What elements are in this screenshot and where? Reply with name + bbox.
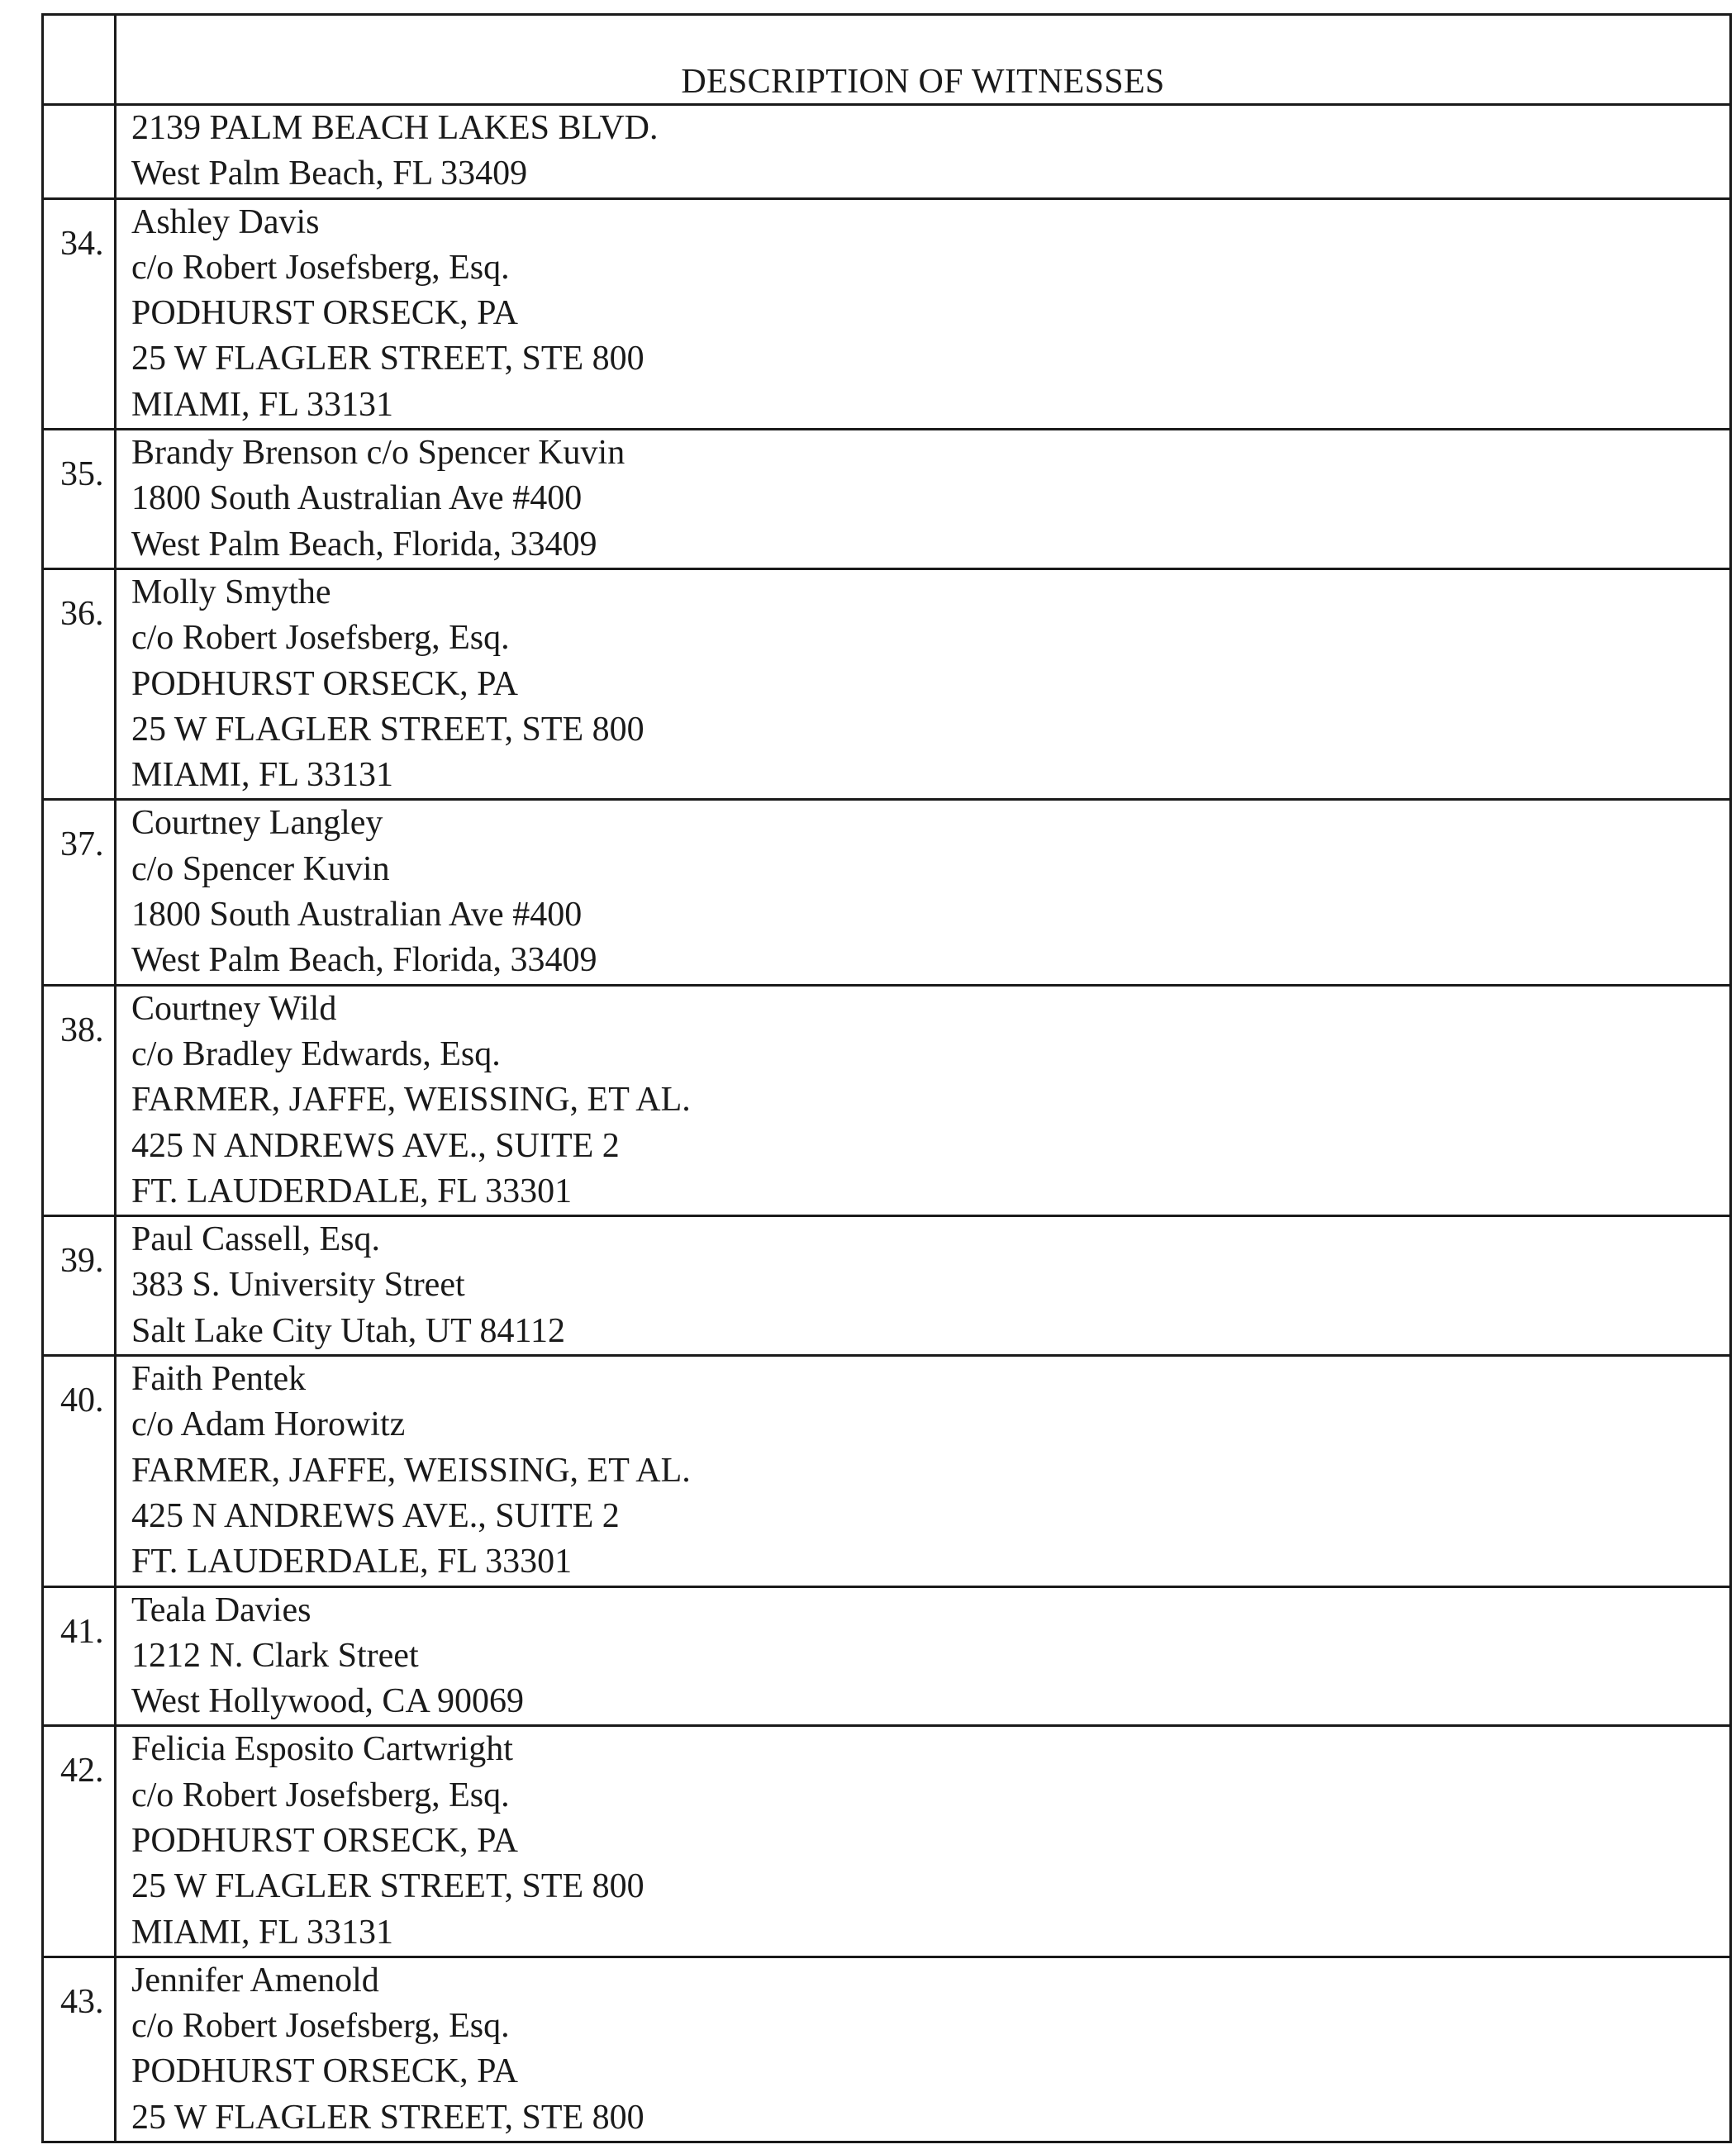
witness-description bbox=[116, 1726, 1731, 1957]
table-row bbox=[43, 568, 1731, 799]
witness-description bbox=[116, 800, 1731, 985]
witness-address-line: Courtney Langley bbox=[131, 804, 383, 843]
witness-address-line: West Palm Beach, Florida, 33409 bbox=[131, 941, 597, 980]
witness-address-line: 1800 South Australian Ave #400 bbox=[131, 896, 583, 934]
witness-address-line: FARMER, JAFFE, WEISSING, ET AL. bbox=[131, 1081, 691, 1120]
witness-address-line: c/o Robert Josefsberg, Esq. bbox=[131, 248, 510, 287]
witness-address-line: 25 W FLAGLER STREET, STE 800 bbox=[131, 1867, 644, 1906]
witness-table bbox=[41, 13, 1732, 2143]
witness-address-line: PODHURST ORSECK, PA bbox=[131, 664, 518, 703]
witness-description bbox=[116, 568, 1731, 799]
witness-address-line: West Palm Beach, Florida, 33409 bbox=[131, 525, 597, 563]
witness-address-line: 25 W FLAGLER STREET, STE 800 bbox=[131, 2098, 644, 2137]
witness-address-line: West Palm Beach, FL 33409 bbox=[131, 155, 528, 193]
witness-address-line: 1212 N. Clark Street bbox=[131, 1636, 419, 1675]
witness-number bbox=[43, 105, 116, 199]
witness-description bbox=[116, 1356, 1731, 1586]
witness-address-line: c/o Bradley Edwards, Esq. bbox=[131, 1034, 501, 1073]
witness-address-line: c/o Spencer Kuvin bbox=[131, 849, 390, 888]
witness-address-line: Felicia Esposito Cartwright bbox=[131, 1730, 513, 1769]
witness-address-line: c/o Robert Josefsberg, Esq. bbox=[131, 1776, 510, 1814]
witness-number: 43. bbox=[43, 1957, 116, 2142]
witness-address-line: MIAMI, FL 33131 bbox=[131, 385, 393, 424]
table-row bbox=[43, 430, 1731, 569]
witness-address-line: MIAMI, FL 33131 bbox=[131, 756, 393, 795]
table-row bbox=[43, 800, 1731, 985]
header-number-cell bbox=[43, 15, 116, 105]
witness-description bbox=[116, 430, 1731, 569]
witness-description bbox=[116, 198, 1731, 429]
witness-address-line: Faith Pentek bbox=[131, 1360, 307, 1399]
table-row-continuation bbox=[43, 105, 1731, 199]
witness-number: 40. bbox=[43, 1356, 116, 1586]
witness-address-line: Molly Smythe bbox=[131, 573, 331, 611]
witness-address-line: 25 W FLAGLER STREET, STE 800 bbox=[131, 340, 644, 378]
table-row bbox=[43, 1957, 1731, 2142]
table-row bbox=[43, 1726, 1731, 1957]
witness-number: 37. bbox=[43, 800, 116, 985]
table-row bbox=[43, 1216, 1731, 1356]
table-row bbox=[43, 1586, 1731, 1726]
witness-address-line: PODHURST ORSECK, PA bbox=[131, 294, 518, 333]
witness-address-line: 383 S. University Street bbox=[131, 1266, 465, 1305]
witness-description bbox=[116, 105, 1731, 199]
witness-address-line: FT. LAUDERDALE, FL 33301 bbox=[131, 1172, 573, 1210]
witness-address-line: FT. LAUDERDALE, FL 33301 bbox=[131, 1543, 573, 1581]
witness-address-line: 1800 South Australian Ave #400 bbox=[131, 479, 583, 518]
table-row bbox=[43, 198, 1731, 429]
witness-table-body bbox=[43, 15, 1731, 2142]
witness-number: 41. bbox=[43, 1586, 116, 1726]
witness-address-line: c/o Robert Josefsberg, Esq. bbox=[131, 619, 510, 658]
witness-address-line: PODHURST ORSECK, PA bbox=[131, 1821, 518, 1860]
witness-description bbox=[116, 1586, 1731, 1726]
witness-address-line: 425 N ANDREWS AVE., SUITE 2 bbox=[131, 1126, 620, 1165]
witness-address-line: MIAMI, FL 33131 bbox=[131, 1913, 393, 1952]
witness-address-line: Salt Lake City Utah, UT 84112 bbox=[131, 1311, 565, 1350]
witness-address-line: c/o Adam Horowitz bbox=[131, 1405, 406, 1444]
witness-address-line: 425 N ANDREWS AVE., SUITE 2 bbox=[131, 1496, 620, 1535]
table-header-row bbox=[43, 15, 1731, 105]
witness-address-line: PODHURST ORSECK, PA bbox=[131, 2052, 518, 2091]
witness-address-line: West Hollywood, CA 90069 bbox=[131, 1682, 524, 1721]
witness-address-line: Ashley Davis bbox=[131, 202, 320, 241]
witness-address-line: c/o Robert Josefsberg, Esq. bbox=[131, 2007, 510, 2046]
witness-address-line: 2139 PALM BEACH LAKES BLVD. bbox=[131, 109, 659, 147]
table-row bbox=[43, 1356, 1731, 1586]
witness-number: 36. bbox=[43, 568, 116, 799]
witness-description bbox=[116, 1957, 1731, 2142]
witness-description bbox=[116, 1216, 1731, 1356]
witness-address-line: 25 W FLAGLER STREET, STE 800 bbox=[131, 710, 644, 749]
witness-number: 35. bbox=[43, 430, 116, 569]
witness-number: 39. bbox=[43, 1216, 116, 1356]
table-header-title: DESCRIPTION OF WITNESSES bbox=[116, 15, 1731, 105]
witness-address-line: Courtney Wild bbox=[131, 989, 337, 1028]
witness-description bbox=[116, 985, 1731, 1215]
witness-address-line: Teala Davies bbox=[131, 1591, 312, 1629]
witness-number: 34. bbox=[43, 198, 116, 429]
table-row bbox=[43, 985, 1731, 1215]
witness-address-line: Paul Cassell, Esq. bbox=[131, 1220, 380, 1259]
witness-address-line: FARMER, JAFFE, WEISSING, ET AL. bbox=[131, 1451, 691, 1490]
witness-number: 38. bbox=[43, 985, 116, 1215]
witness-number: 42. bbox=[43, 1726, 116, 1957]
witness-address-line: Jennifer Amenold bbox=[131, 1961, 379, 1999]
witness-address-line: Brandy Brenson c/o Spencer Kuvin bbox=[131, 434, 625, 473]
